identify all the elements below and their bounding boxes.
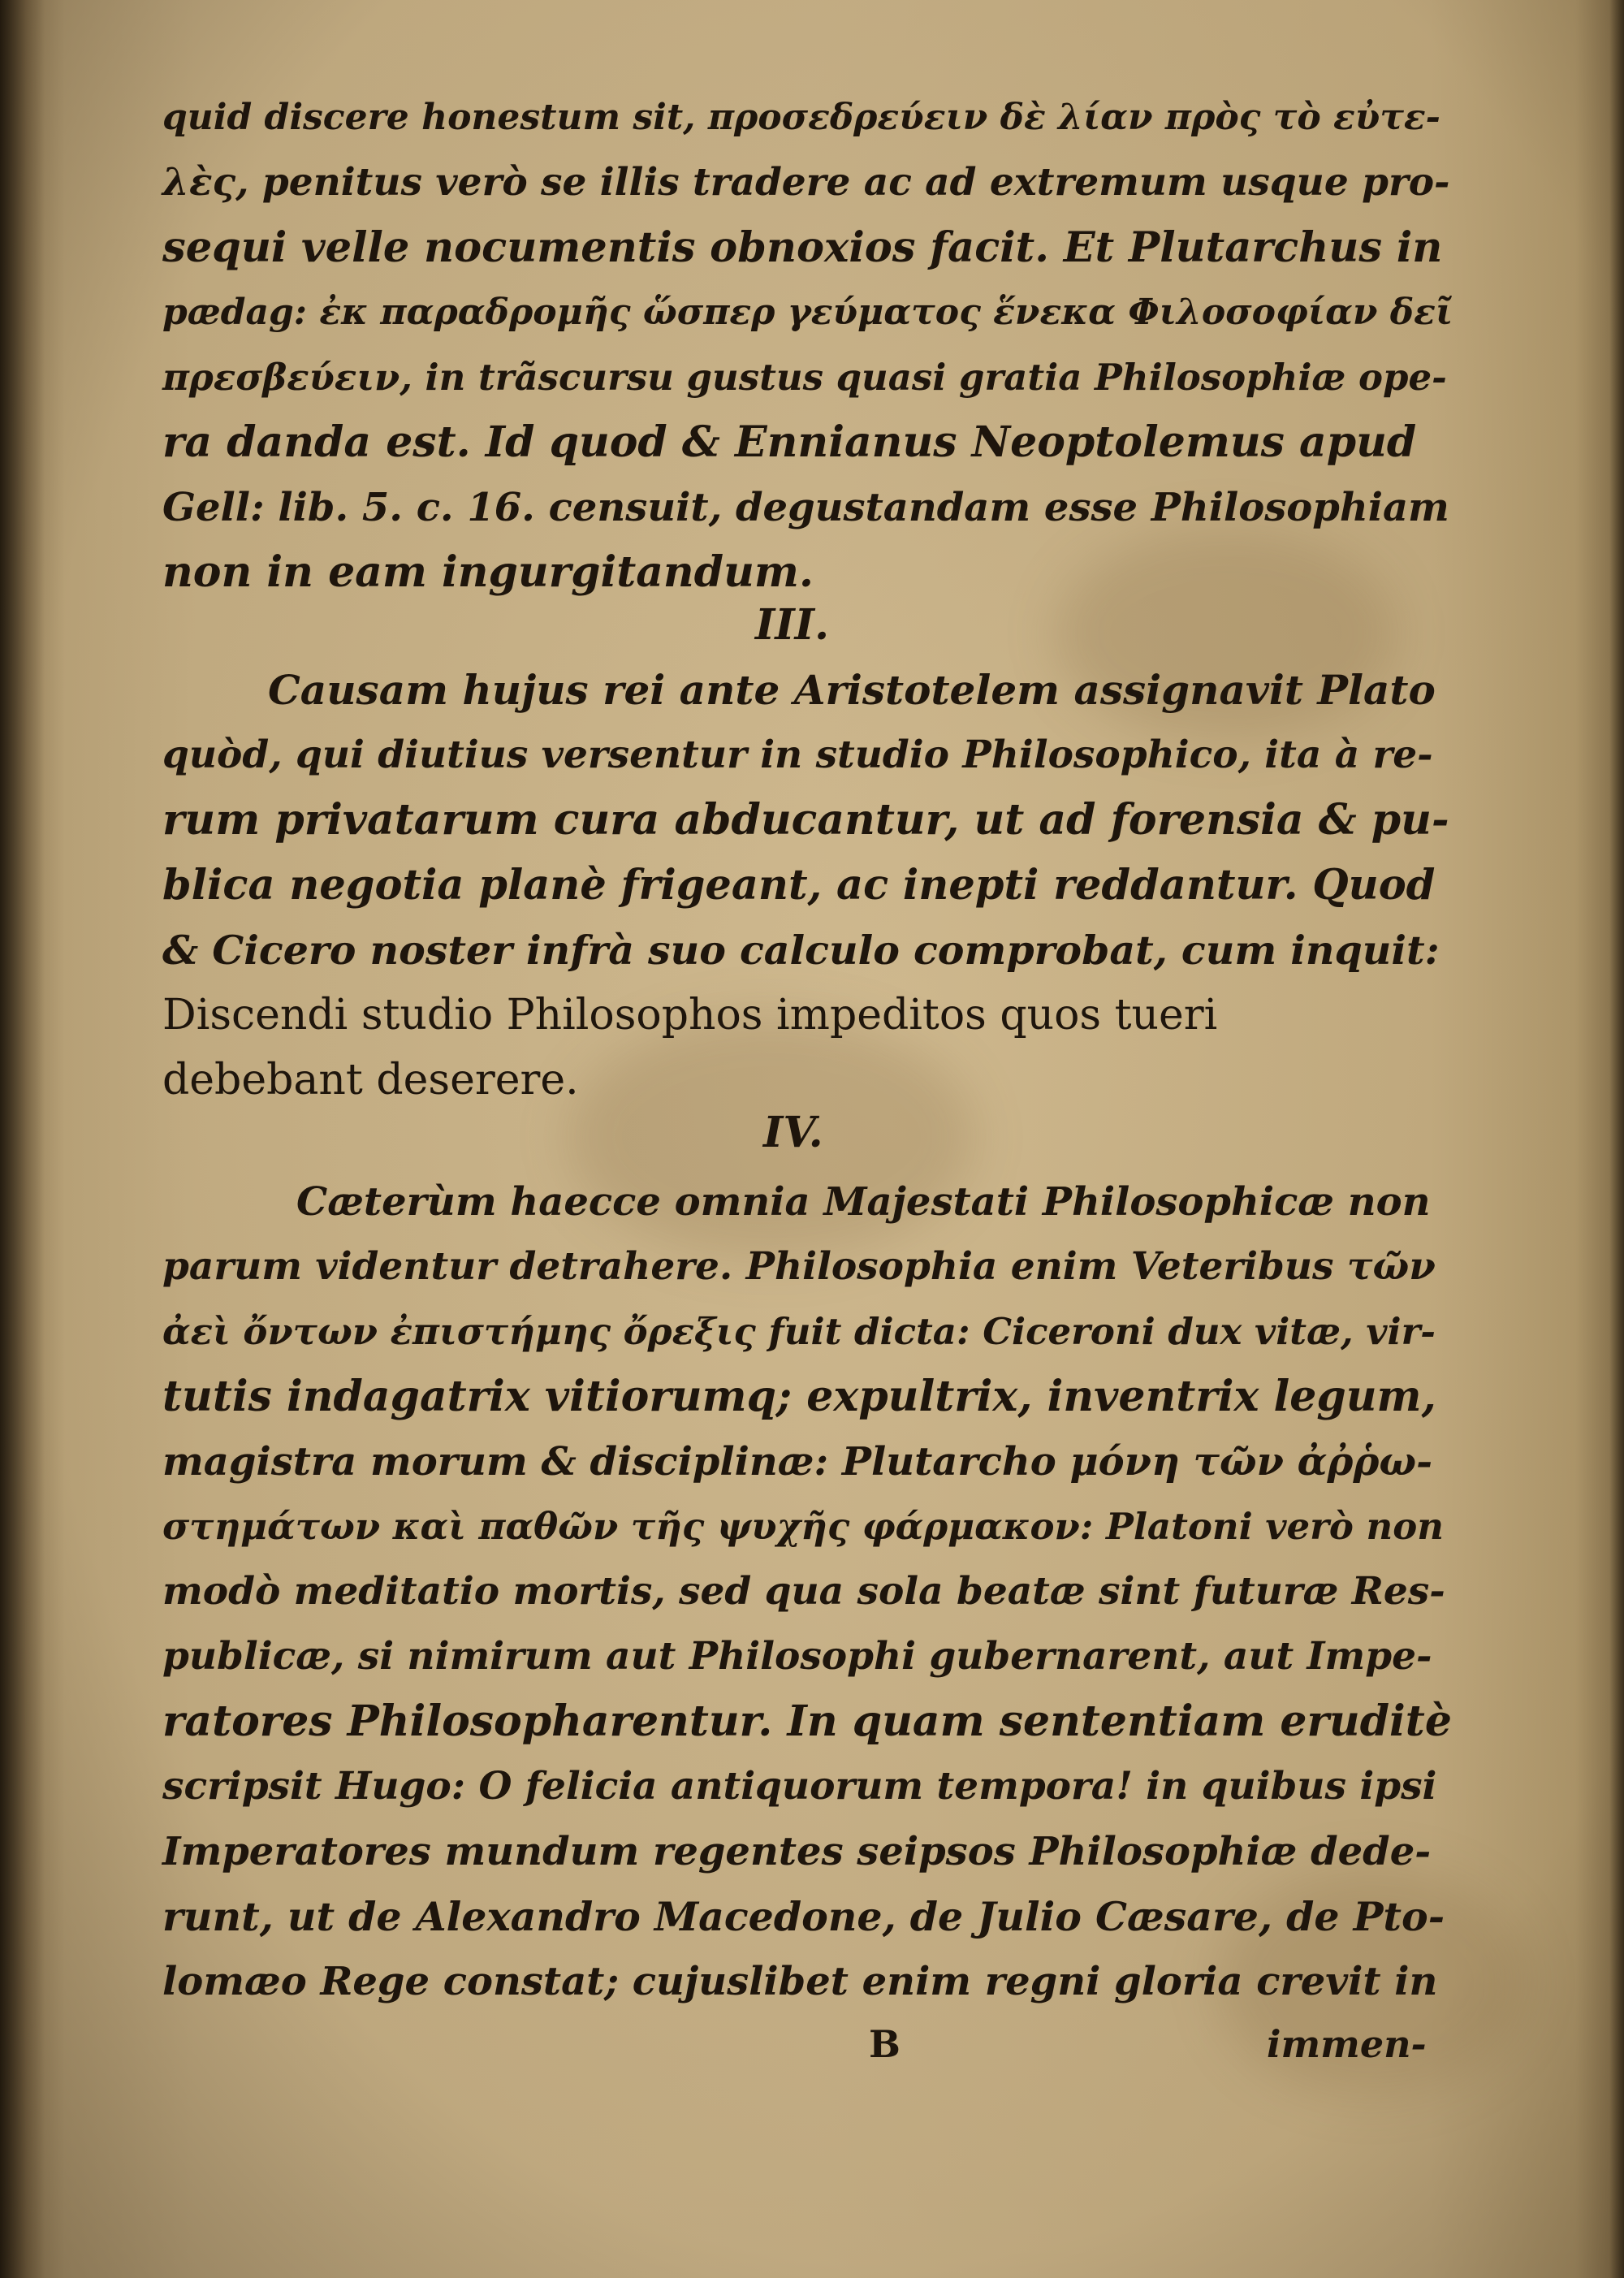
text-line: Gell: lib. 5. c. 16. censuit, degustandam esse Philosophiam	[162, 485, 1449, 530]
page-edge-shadow	[1609, 0, 1624, 2278]
text-line: blica negotia planè frigeant, ac inepti reddantur. Quod	[162, 861, 1436, 910]
text-line: ra danda est. Id quod & Ennianus Neoptolemus apud	[162, 417, 1417, 467]
text-line: ἀεὶ ὄντων ἐπιστήμης ὄρεξις fuit dicta: Ciceroni dux vitæ, vir-	[162, 1310, 1436, 1353]
text-line: Cæterùm haecce omnia Majestati Philosophicæ non	[296, 1179, 1431, 1225]
text-line: Discendi studio Philosophos impeditos quos tueri	[162, 991, 1218, 1040]
signature-mark: B	[869, 2022, 901, 2066]
text-line: debebant deserere.	[162, 1056, 579, 1104]
text-line: lomæo Rege constat; cujuslibet enim regni gloria crevit in	[162, 1959, 1438, 2004]
text-line: sequi velle nocumentis obnoxios facit. Et Plutarchus in	[162, 223, 1443, 272]
text-line: scripsit Hugo: O felicia antiquorum tempora! in quibus ipsi	[162, 1764, 1437, 1809]
text-line: quòd, qui diutius versentur in studio Philosophico, ita à re-	[162, 733, 1433, 777]
text-line: modò meditatio mortis, sed qua sola beatæ sint futuræ Res-	[162, 1569, 1445, 1614]
text-line: quid discere honestum sit, προσεδρεύειν δὲ λίαν πρὸς τὸ εὐτε-	[162, 97, 1440, 138]
text-line: rum privatarum cura abducantur, ut ad forensia & pu-	[162, 795, 1449, 845]
text-line: Imperatores mundum regentes seipsos Philosophiæ dede-	[162, 1829, 1432, 1874]
text-line: magistra morum & disciplinæ: Plutarcho μόνη τῶν ἀῤῥω-	[162, 1439, 1433, 1485]
text-line: publicæ, si nimirum aut Philosophi gubernarent, aut Impe-	[162, 1634, 1432, 1679]
text-line: pædag: ἐκ παραδρομῆς ὥσπερ γεύματος ἕνεκα Φιλοσοφίαν δεῖ	[162, 292, 1453, 333]
text-line: non in eam ingurgitandum.	[162, 547, 814, 597]
text-line: parum videntur detrahere. Philosophia enim Veteribus τῶν	[162, 1244, 1436, 1289]
text-line: ratores Philosopharentur. In quam sententiam eruditè	[162, 1697, 1452, 1746]
text-line: Causam hujus rei ante Aristotelem assignavit Plato	[268, 666, 1436, 714]
text-line: στημάτων καὶ παθῶν τῆς ψυχῆς φάρμακον: Platoni verò non	[162, 1505, 1444, 1548]
text-line: tutis indagatrix vitiorumq; expultrix, inventrix legum,	[162, 1372, 1436, 1421]
catchword: immen-	[1267, 2022, 1427, 2066]
section-number: III.	[755, 600, 830, 650]
text-line: & Cicero noster infrà suo calculo comprobat, cum inquit:	[162, 927, 1440, 974]
gutter-shadow	[0, 0, 45, 2278]
text-line: πρεσβεύειν, in trãscursu gustus quasi gratia Philosophiæ ope-	[162, 356, 1447, 399]
section-number: IV.	[763, 1108, 823, 1157]
text-line: λὲς, penitus verò se illis tradere ac ad extremum usque pro-	[162, 160, 1450, 205]
text-line: runt, ut de Alexandro Macedone, de Julio Cæsare, de Pto-	[162, 1893, 1445, 1940]
